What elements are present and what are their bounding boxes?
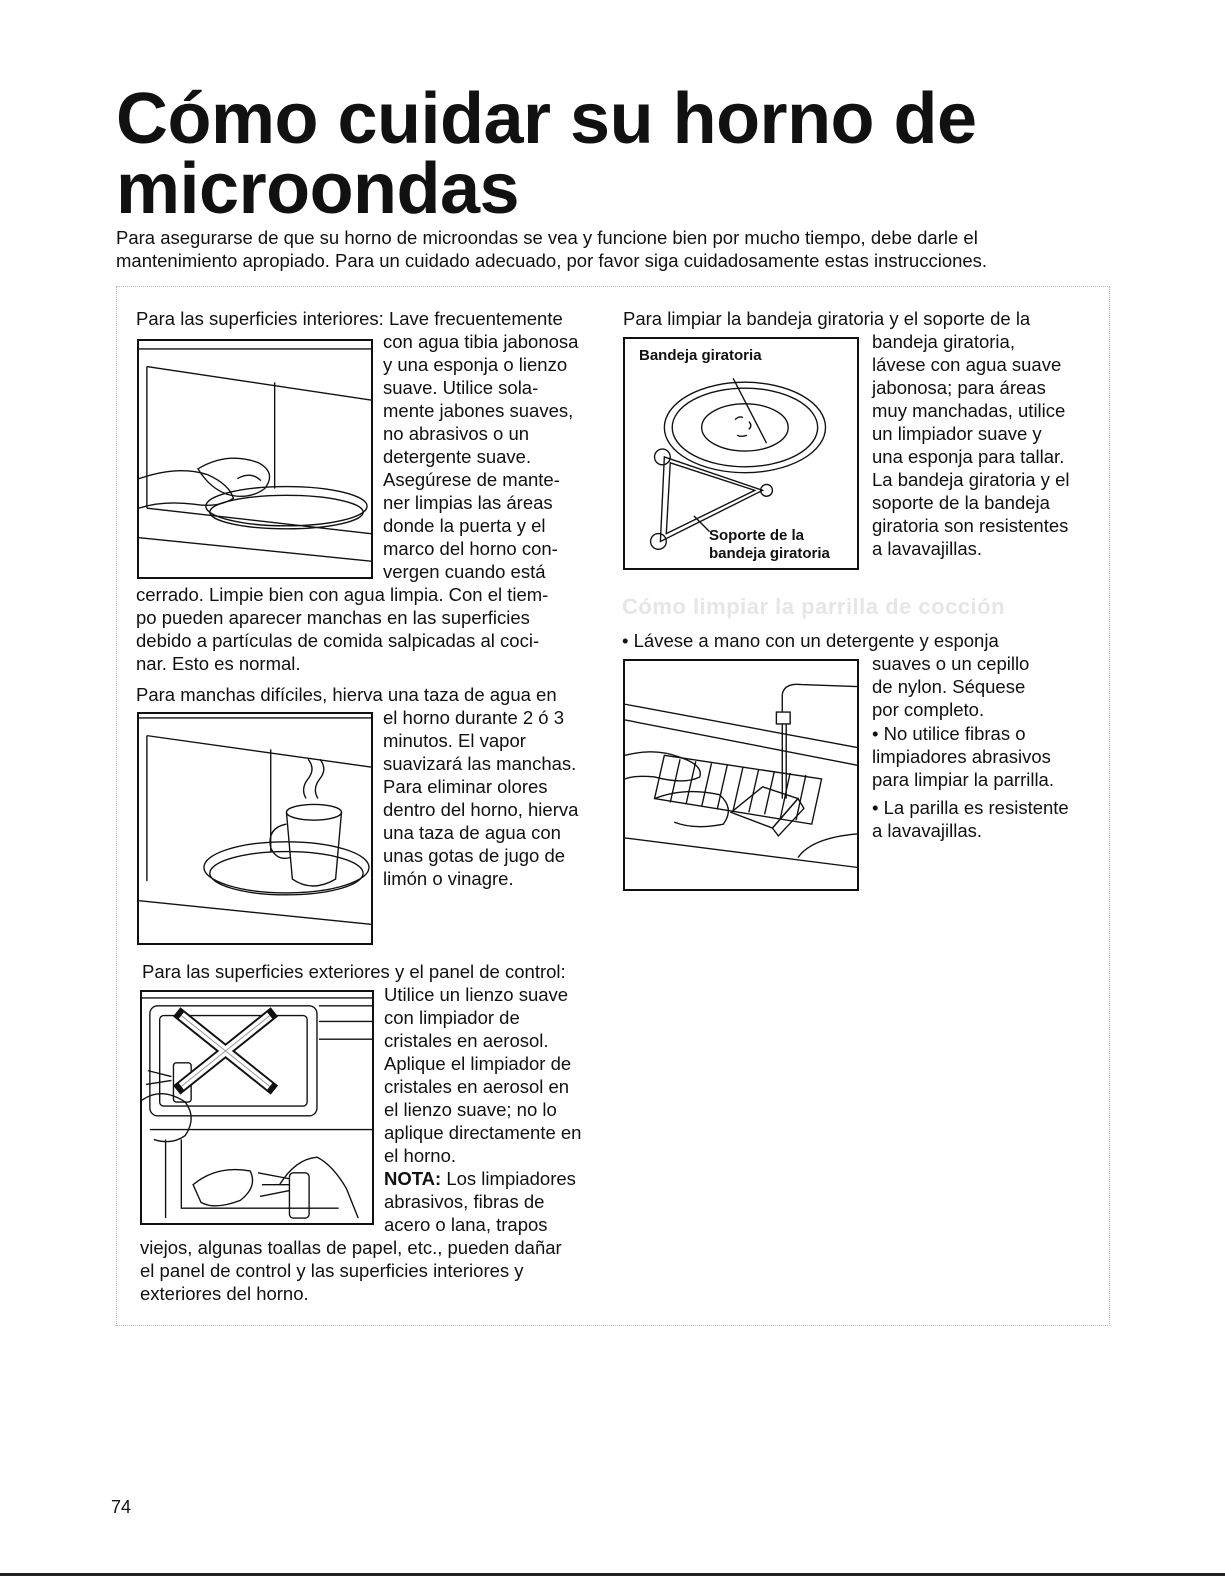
turntable-line: muy manchadas, utilice (872, 400, 1066, 421)
interior-line: suave. Utilice sola- (383, 377, 539, 398)
interior-line: ner limpias las áreas (383, 492, 553, 513)
interior-line: marco del horno con- (383, 538, 558, 559)
rack-washing-illustration (623, 659, 859, 891)
exterior-line: exteriores del horno. (140, 1283, 309, 1304)
label-turntable: Bandeja giratoria (639, 347, 762, 364)
stains-line: dentro del horno, hierva (383, 799, 579, 820)
exterior-line: viejos, algunas toallas de papel, etc., pueden dañar (140, 1237, 562, 1258)
interior-line: nar. Esto es normal. (136, 653, 301, 674)
stains-line: el horno durante 2 ó 3 (383, 707, 565, 728)
intro-line: Para asegurarse de que su horno de microondas se vea y funcione bien por mucho tiempo, debe darle el (116, 227, 978, 248)
interior-line: cerrado. Limpie bien con agua limpia. Con el tiem- (136, 584, 549, 605)
rack-section-heading: Cómo limpiar la parrilla de cocción (622, 594, 1006, 619)
title-line-1: Cómo cuidar su horno de (116, 79, 977, 159)
interior-line: Asegúrese de mante- (383, 469, 560, 490)
note-label: NOTA: (384, 1168, 442, 1189)
turntable-intro-line: Para limpiar la bandeja giratoria y el soporte de la (623, 308, 1031, 329)
interior-line: donde la puerta y el (383, 515, 546, 536)
page-title (116, 79, 1116, 229)
interior-line: detergente suave. (383, 446, 532, 467)
rack-bullet-line: • Lávese a mano con un detergente y esponja (622, 630, 999, 651)
interior-intro-line: Para las superficies interiores: Lave frecuentemente (136, 308, 563, 329)
rack-line: de nylon. Séquese (872, 676, 1026, 697)
turntable-line: bandeja giratoria, (872, 331, 1015, 352)
stains-intro-line: Para manchas difíciles, hierva una taza de agua en (136, 684, 557, 705)
exterior-line: Utilice un lienzo suave (384, 984, 569, 1005)
turntable-line: jabonosa; para áreas (872, 377, 1046, 398)
stains-line: minutos. El vapor (383, 730, 526, 751)
exterior-line: cristales en aerosol en (384, 1076, 570, 1097)
interior-line: debido a partículas de comida salpicadas al coci- (136, 630, 540, 651)
interior-line: po pueden aparecer manchas en las superficies (136, 607, 530, 628)
rack-bullet-line: • La parilla es resistente (872, 797, 1069, 818)
bottom-rule (0, 1573, 1225, 1576)
stains-line: una taza de agua con (383, 822, 561, 843)
turntable-line: La bandeja giratoria y el (872, 469, 1070, 490)
exterior-line: abrasivos, fibras de (384, 1191, 545, 1212)
rack-line: suaves o un cepillo (872, 653, 1030, 674)
exterior-line: Aplique el limpiador de (384, 1053, 572, 1074)
spray-cloth-drawing (142, 992, 372, 1223)
exterior-line: aplique directamente en (384, 1122, 582, 1143)
turntable-line: un limpiador suave y (872, 423, 1042, 444)
stains-line: suavizará las manchas. (383, 753, 577, 774)
boiling-water-illustration (137, 712, 373, 945)
exterior-cleaning-illustration (140, 990, 374, 1225)
note-text: Los limpiadores (441, 1168, 576, 1189)
exterior-line: con limpiador de (384, 1007, 520, 1028)
exterior-line: cristales en aerosol. (384, 1030, 549, 1051)
turntable-line: giratoria son resistentes (872, 515, 1069, 536)
rack-bullet-line: • No utilice fibras o (872, 723, 1026, 744)
exterior-intro-line: Para las superficies exteriores y el panel de control: (142, 961, 566, 982)
cup-in-oven-drawing (139, 714, 371, 943)
intro-paragraph (116, 226, 1096, 272)
interior-line: con agua tibia jabonosa (383, 331, 579, 352)
rack-line: para limpiar la parrilla. (872, 769, 1054, 790)
stains-line: unas gotas de jugo de (383, 845, 566, 866)
interior-line: no abrasivos o un (383, 423, 530, 444)
interior-cleaning-illustration (137, 339, 373, 579)
interior-line: y una esponja o lienzo (383, 354, 568, 375)
stains-line: Para eliminar olores (383, 776, 548, 797)
rack-line: limpiadores abrasivos (872, 746, 1051, 767)
title-line-2: microondas (116, 149, 520, 229)
interior-line: vergen cuando está (383, 561, 546, 582)
exterior-line: acero o lana, trapos (384, 1214, 548, 1235)
label-support-1: Soporte de la (709, 527, 805, 544)
rack-line: por completo. (872, 699, 985, 720)
interior-line: mente jabones suaves, (383, 400, 574, 421)
exterior-line: el horno. (384, 1145, 456, 1166)
exterior-note-line (384, 1167, 576, 1190)
turntable-illustration (623, 337, 859, 570)
label-support-2: bandeja giratoria (709, 545, 830, 562)
exterior-line: el lienzo suave; no lo (384, 1099, 557, 1120)
intro-line: mantenimiento apropiado. Para un cuidado adecuado, por favor siga cuidadosamente estas instrucciones. (116, 250, 988, 271)
stains-line: limón o vinagre. (383, 868, 514, 889)
page-number: 74 (111, 1497, 132, 1517)
turntable-line: soporte de la bandeja (872, 492, 1050, 513)
turntable-line: a lavavajillas. (872, 538, 983, 559)
exterior-line: el panel de control y las superficies interiores y (140, 1260, 524, 1281)
rack-in-sink-drawing (625, 661, 857, 889)
turntable-line: una esponja para tallar. (872, 446, 1065, 467)
oven-interior-wipe-drawing (139, 341, 371, 577)
turntable-line: lávese con agua suave (872, 354, 1062, 375)
rack-line: a lavavajillas. (872, 820, 983, 841)
